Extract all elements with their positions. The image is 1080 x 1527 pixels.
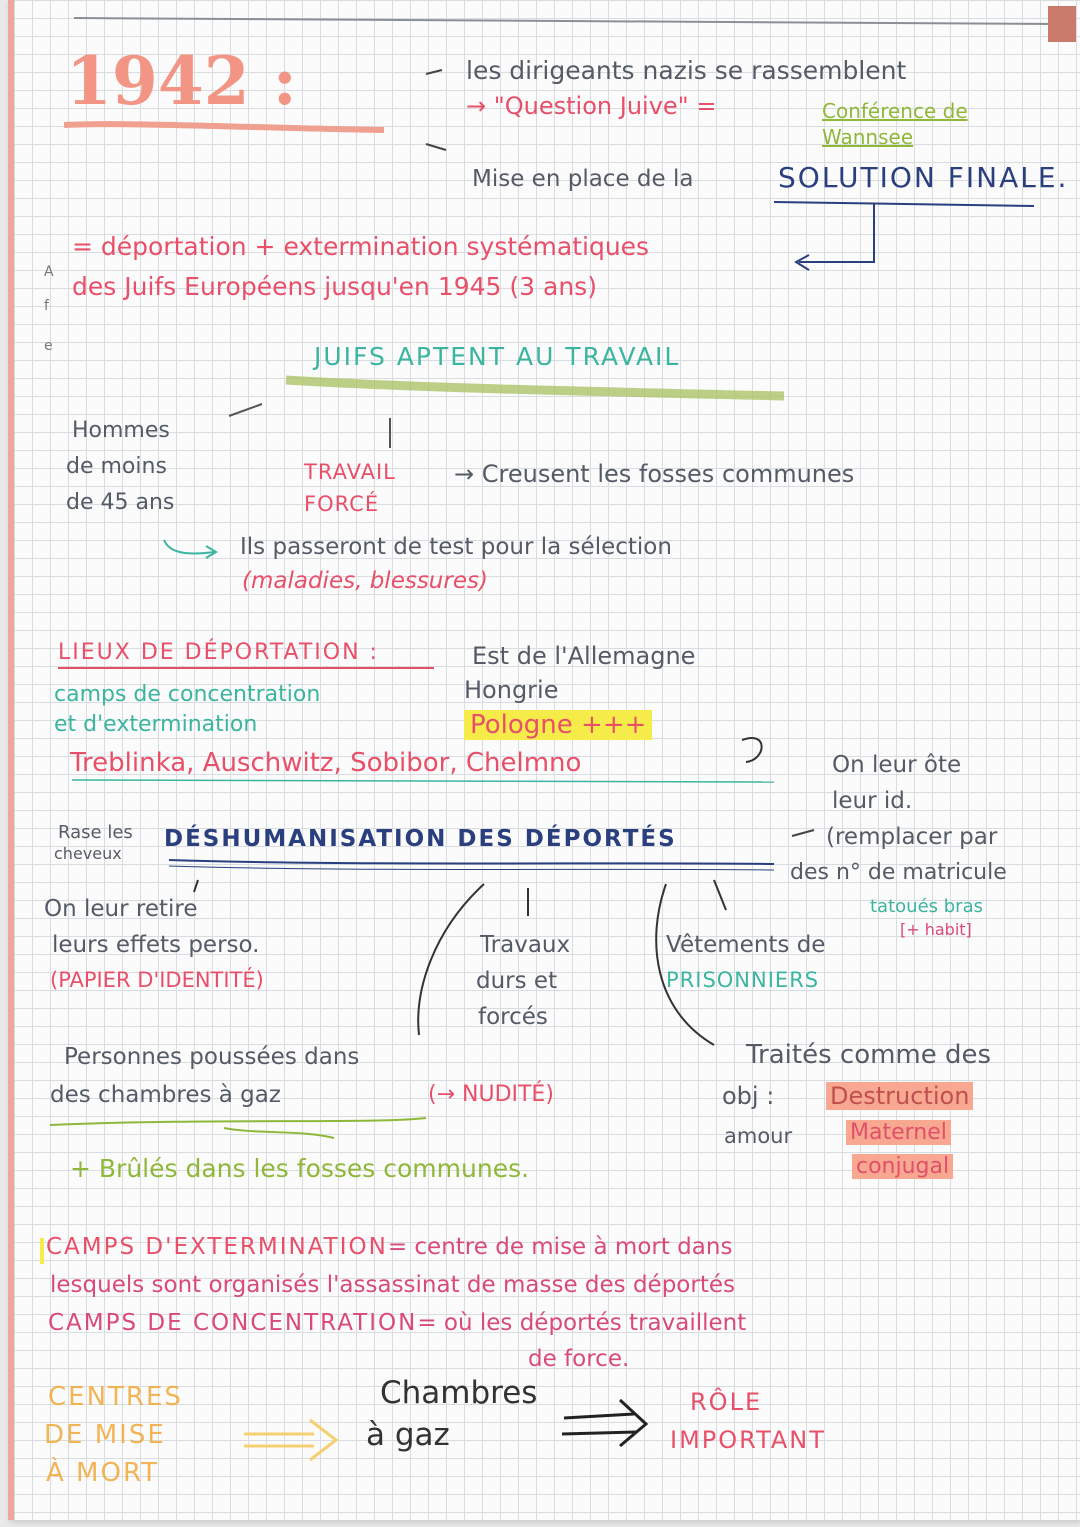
branch-bracket-left [418, 884, 484, 1035]
definition-line-2: des Juifs Européens jusqu'en 1945 (3 ans) [72, 272, 597, 301]
destruction-line [826, 1084, 973, 1108]
branch-bracket-right [656, 884, 714, 1045]
men-line-2: de moins [66, 454, 167, 479]
deshum-underline-2 [169, 866, 774, 870]
effets-line-2: leurs effets perso. [52, 932, 260, 958]
men-line-1: Hommes [72, 418, 170, 443]
conjugal-line [852, 1156, 953, 1178]
wannsee-conference: Conférence de Wannsee [822, 99, 968, 149]
aptes-underline [286, 380, 784, 396]
solution-finale: SOLUTION FINALE. [778, 161, 1069, 194]
causes-line: (maladies, blessures) [242, 568, 488, 594]
ext-text-1: = centre de mise à mort dans [387, 1234, 733, 1260]
tatoues-line: tatoués bras [870, 896, 983, 917]
camps-line-1: camps de concentration [54, 682, 321, 707]
conjugal-highlight: conjugal [852, 1154, 953, 1179]
margin-mark-e: e [44, 338, 53, 354]
obj-line: obj : [722, 1082, 775, 1110]
gaz-line-1: Personnes poussées dans [64, 1044, 360, 1070]
identite-line-4: des n° de matricule [790, 860, 1007, 885]
prisonniers-line: PRISONNIERS [666, 968, 820, 992]
dash-2 [426, 144, 446, 150]
camps-underline [72, 780, 774, 782]
tick-mark [194, 880, 198, 892]
maternel-highlight: Maternel [846, 1120, 951, 1145]
dash-1 [426, 70, 442, 74]
definition-line-1: = déportation + extermination systématiques [72, 232, 650, 261]
identite-line-2: leur id. [832, 788, 913, 814]
fosses-line: → Creusent les fosses communes [454, 460, 855, 488]
effets-line-3: (PAPIER D'IDENTITÉ) [50, 968, 264, 992]
maternel-line [846, 1122, 951, 1144]
camps-line-2: et d'extermination [54, 712, 258, 737]
branch-left [229, 404, 262, 416]
habit-line: [+ habit] [900, 920, 972, 939]
travaux-line-2: durs et [476, 968, 558, 994]
travail-label-2: FORCÉ [304, 492, 380, 516]
margin-mark-f: f [44, 298, 49, 314]
travaux-line-3: forcés [478, 1004, 548, 1030]
selection-line: Ils passeront de test pour la sélection [240, 534, 672, 560]
ext-label: CAMPS D'EXTERMINATION [46, 1234, 388, 1260]
gaz-line-2: des chambres à gaz [50, 1082, 281, 1108]
chambres-line-1: Chambres [380, 1375, 538, 1411]
conc-text-1: = où les déportés travaillent [417, 1310, 747, 1336]
top-rule [74, 18, 1054, 24]
header-line-2: → "Question Juive" = [466, 92, 717, 120]
identite-line-3: (remplacer par [826, 824, 998, 850]
curl-mark [742, 738, 762, 762]
arrow-black [562, 1400, 646, 1446]
ext-def-line-2: lesquels sont organisés l'assassinat de masse des déportés [50, 1272, 735, 1298]
centres-line-2: DE MISE [44, 1420, 166, 1450]
gaz-brace [224, 1128, 334, 1138]
centres-line-3: À MORT [46, 1458, 160, 1488]
region-2: Hongrie [464, 676, 559, 704]
travaux-line-1: Travaux [480, 932, 571, 958]
traites-line: Traités comme des [746, 1040, 992, 1070]
ext-def-line-1 [46, 1236, 732, 1259]
region-1: Est de l'Allemagne [472, 642, 696, 670]
solution-arrow [799, 204, 874, 262]
chambres-line-2: à gaz [366, 1417, 450, 1453]
destruction-highlight: Destruction [826, 1082, 973, 1110]
centres-line-1: CENTRES [48, 1382, 183, 1412]
deshum-underline [169, 860, 774, 864]
arrow-orange [244, 1420, 336, 1460]
conc-def-line-1 [48, 1312, 746, 1335]
dash-identite [792, 830, 814, 836]
identite-line-1: On leur ôte [832, 752, 962, 778]
men-line-3: de 45 ans [66, 490, 175, 515]
region-3 [464, 712, 652, 738]
role-line-1: RÔLE [690, 1388, 763, 1416]
notebook-page [8, 0, 1080, 1520]
margin-mark-a: A [44, 264, 54, 280]
deshum-title: DÉSHUMANISATION DES DÉPORTÉS [164, 826, 677, 852]
camps-list: Treblinka, Auschwitz, Sobibor, Chelmno [70, 748, 582, 778]
brules-line: + Brûlés dans les fosses communes. [70, 1154, 530, 1183]
rase-line-2: cheveux [54, 844, 122, 863]
travail-label-1: TRAVAIL [304, 460, 396, 484]
conc-label: CAMPS DE CONCENTRATION [48, 1310, 418, 1336]
gaz-underline [50, 1118, 426, 1125]
year-title: 1942 : [66, 42, 298, 120]
aptes-title: JUIFS APTENT AU TRAVAIL [314, 342, 681, 371]
solution-underline [774, 202, 1034, 206]
role-line-2: IMPORTANT [670, 1426, 826, 1454]
tab-marker [1048, 6, 1076, 42]
conc-def-line-2: de force. [528, 1346, 630, 1372]
margin-mark-yellow [40, 1238, 44, 1264]
header-line-3: Mise en place de la [472, 166, 694, 192]
nudite-line: (→ NUDITÉ) [428, 1082, 554, 1107]
amour-line: amour [724, 1124, 793, 1148]
year-underline [64, 124, 384, 130]
lieux-title: LIEUX DE DÉPORTATION : [58, 640, 379, 665]
header-line-1: les dirigeants nazis se rassemblent [466, 56, 907, 85]
rase-line-1: Rase les [58, 822, 133, 843]
effets-line-1: On leur retire [44, 896, 198, 922]
region-3-highlight: Pologne +++ [464, 710, 652, 740]
branch-right [714, 880, 726, 910]
vetements-line: Vêtements de [666, 932, 826, 958]
